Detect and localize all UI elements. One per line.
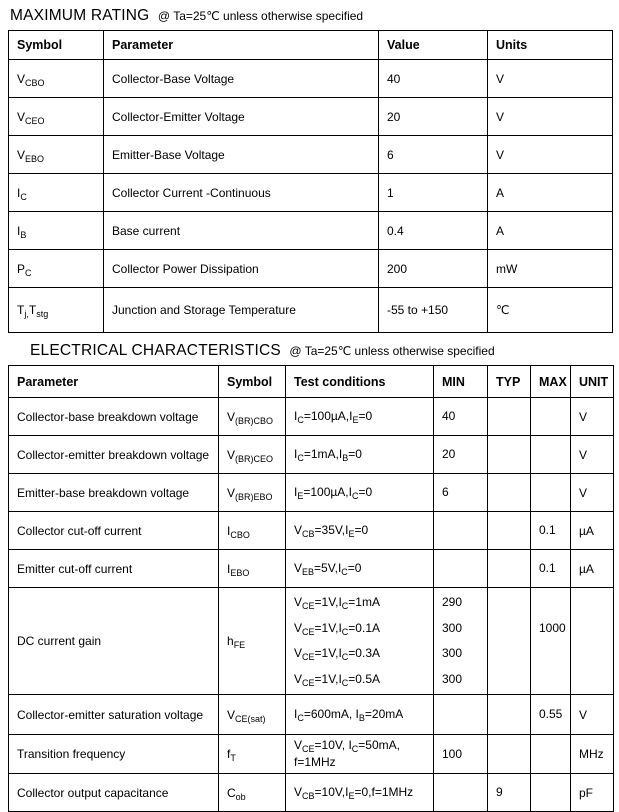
cell-test-conditions (286, 695, 434, 735)
cell-line: 100 (442, 746, 463, 761)
cell-line: 1000 (539, 620, 566, 635)
cell-parameter: Emitter-Base Voltage (104, 136, 379, 174)
electrical-characteristics-table-body (9, 398, 614, 812)
cell-parameter: Collector Power Dissipation (104, 250, 379, 288)
cell-line: 0.55 (539, 707, 563, 721)
electrical-characteristics-table-header (9, 366, 614, 398)
electrical-characteristics-subtitle: @ Ta=25℃ unless otherwise specified (289, 344, 495, 358)
cell-value: 6 (379, 136, 488, 174)
column-header-symbol: Symbol (9, 31, 104, 60)
datasheet-page (0, 7, 619, 807)
cell-units: A (488, 174, 613, 212)
cell-max (531, 735, 571, 774)
cell-max (531, 474, 571, 512)
cell-symbol: $C_{ob}$ (219, 774, 286, 812)
cell-test-conditions (286, 774, 434, 812)
column-header-units: Units (488, 31, 613, 60)
cell-unit: µA (571, 512, 614, 550)
cell-units: A (488, 212, 613, 250)
table-row (9, 212, 613, 250)
cell-value: 0.4 (379, 212, 488, 250)
cell-symbol: $f_T$ (219, 735, 286, 774)
cell-line: 6 (442, 485, 449, 499)
cell-parameter: Collector-emitter saturation voltage (9, 695, 219, 735)
cell-min (434, 398, 488, 436)
table-row (9, 174, 613, 212)
cell-line: $I_E=100\mu A,I_C=0$ (294, 485, 373, 501)
cell-line: f=1MHz (294, 755, 336, 769)
cell-typ (488, 398, 531, 436)
cell-line: $V_{CB}=10V,I_E=0,f=1MHz$ (294, 785, 414, 801)
cell-test-conditions (286, 474, 434, 512)
cell-value: 1 (379, 174, 488, 212)
cell-symbol: $V_{(BR)EBO}$ (219, 474, 286, 512)
cell-parameter: Emitter cut-off current (9, 550, 219, 588)
column-header-test-conditions: Test conditions (286, 366, 434, 398)
cell-symbol: $V_{CE(sat)}$ (219, 695, 286, 735)
cell-unit: pF (571, 774, 614, 812)
table-row (9, 735, 614, 774)
cell-typ (488, 512, 531, 550)
cell-line (539, 641, 562, 667)
maximum-rating-table-header (9, 31, 613, 60)
table-row (9, 512, 614, 550)
cell-line: $V_{CE}=1V,I_C=0.5A$ (294, 671, 380, 688)
cell-parameter: Emitter-base breakdown voltage (9, 474, 219, 512)
cell-test-conditions (286, 588, 434, 695)
cell-units: V (488, 136, 613, 174)
electrical-characteristics-table (8, 365, 614, 812)
table-row (9, 774, 614, 812)
cell-symbol: $V_{EBO}$ (9, 136, 104, 174)
cell-value: 20 (379, 98, 488, 136)
cell-line: 40 (442, 409, 456, 423)
table-row (9, 136, 613, 174)
maximum-rating-heading (10, 7, 619, 25)
cell-test-conditions (286, 735, 434, 774)
table-row (9, 250, 613, 288)
cell-parameter: Collector-Base Voltage (104, 60, 379, 98)
cell-value: -55 to +150 (379, 288, 488, 333)
cell-typ (488, 474, 531, 512)
cell-max (531, 695, 571, 735)
cell-line: $V_{CE}=1V,I_C=0.3A$ (294, 646, 380, 662)
cell-line: 0.1 (539, 523, 556, 537)
cell-value: 40 (379, 60, 488, 98)
cell-parameter: Collector-Emitter Voltage (104, 98, 379, 136)
cell-min (434, 474, 488, 512)
electrical-characteristics-heading (30, 342, 619, 360)
cell-units: V (488, 98, 613, 136)
cell-min (434, 695, 488, 735)
cell-parameter: Collector-emitter breakdown voltage (9, 436, 219, 474)
cell-min (434, 436, 488, 474)
column-header-typ: TYP (488, 366, 531, 398)
cell-max (531, 588, 571, 695)
cell-line: 20 (442, 447, 456, 461)
cell-line (539, 590, 562, 616)
cell-symbol: $V_{CEO}$ (9, 98, 104, 136)
cell-symbol: $I_{CBO}$ (219, 512, 286, 550)
cell-symbol: $V_{CBO}$ (9, 60, 104, 98)
cell-unit: V (571, 695, 614, 735)
cell-value: 200 (379, 250, 488, 288)
table-row (9, 398, 614, 436)
cell-typ (488, 774, 531, 812)
table-row (9, 588, 614, 695)
cell-parameter: DC current gain (9, 588, 219, 695)
cell-max (531, 436, 571, 474)
cell-units: ℃ (488, 288, 613, 333)
cell-symbol: $I_{EBO}$ (219, 550, 286, 588)
cell-line: $V_{CE}=1V,I_C=0.1A$ (294, 620, 380, 637)
cell-test-conditions (286, 398, 434, 436)
cell-parameter: Collector-base breakdown voltage (9, 398, 219, 436)
cell-line (539, 667, 562, 693)
column-header-unit: UNIT (571, 366, 614, 398)
cell-unit: V (571, 474, 614, 512)
column-header-symbol: Symbol (219, 366, 286, 398)
cell-min (434, 774, 488, 812)
cell-symbol: $P_C$ (9, 250, 104, 288)
column-header-parameter: Parameter (104, 31, 379, 60)
cell-symbol: $T_{j,}T_{stg}$ (9, 288, 104, 333)
cell-max (531, 550, 571, 588)
table-row (9, 550, 614, 588)
cell-parameter: Base current (104, 212, 379, 250)
cell-parameter: Collector Current -Continuous (104, 174, 379, 212)
cell-symbol: $V_{(BR)CEO}$ (219, 436, 286, 474)
cell-min (434, 735, 488, 774)
table-row (9, 288, 613, 333)
cell-symbol: $I_C$ (9, 174, 104, 212)
cell-min (434, 588, 488, 695)
maximum-rating-subtitle: @ Ta=25℃ unless otherwise specified (157, 9, 364, 23)
cell-line: $V_{EB}=5V,I_C=0$ (294, 561, 362, 577)
cell-test-conditions (286, 550, 434, 588)
cell-line: 290 (442, 595, 463, 609)
cell-line: 0.1 (539, 561, 556, 575)
cell-line: $I_C=1mA,I_B=0$ (294, 447, 362, 463)
cell-max (531, 398, 571, 436)
column-header-max: MAX (531, 366, 571, 398)
table-row (9, 98, 613, 136)
cell-parameter: Transition frequency (9, 735, 219, 774)
cell-unit: MHz (571, 735, 614, 774)
cell-line: 9 (496, 785, 503, 799)
cell-line: $I_C=100\mu A,I_E=0$ (294, 409, 373, 425)
table-row (9, 436, 614, 474)
cell-max (531, 512, 571, 550)
cell-unit: µA (571, 550, 614, 588)
cell-symbol: $h_{FE}$ (219, 588, 286, 695)
cell-unit: V (571, 398, 614, 436)
cell-parameter: Junction and Storage Temperature (104, 288, 379, 333)
cell-typ (488, 588, 531, 695)
cell-typ (488, 436, 531, 474)
column-header-value: Value (379, 31, 488, 60)
maximum-rating-title: MAXIMUM RATING (10, 7, 150, 24)
maximum-rating-table (8, 30, 613, 333)
cell-line: $V_{CE}=1V,I_C=1mA$ (294, 595, 380, 611)
column-header-min: MIN (434, 366, 488, 398)
cell-units: V (488, 60, 613, 98)
cell-symbol: $V_{(BR)CBO}$ (219, 398, 286, 436)
cell-parameter: Collector cut-off current (9, 512, 219, 550)
table-row (9, 695, 614, 735)
cell-typ (488, 695, 531, 735)
cell-line: 300 (442, 620, 463, 635)
cell-parameter: Collector output capacitance (9, 774, 219, 812)
maximum-rating-table-body (9, 60, 613, 333)
cell-typ (488, 735, 531, 774)
cell-test-conditions (286, 512, 434, 550)
cell-units: mW (488, 250, 613, 288)
cell-max (531, 774, 571, 812)
cell-unit: V (571, 436, 614, 474)
cell-min (434, 512, 488, 550)
electrical-characteristics-title: ELECTRICAL CHARACTERISTICS (30, 342, 281, 359)
table-row (9, 60, 613, 98)
column-header-parameter: Parameter (9, 366, 219, 398)
cell-symbol: $I_B$ (9, 212, 104, 250)
cell-line: 300 (442, 671, 463, 686)
table-row (9, 474, 614, 512)
cell-test-conditions (286, 436, 434, 474)
cell-line: $V_{CE}=10V$, $I_C=50mA$, (294, 738, 400, 754)
cell-typ (488, 550, 531, 588)
cell-line: $I_C=600mA$, $I_B=20mA$ (294, 707, 404, 723)
cell-line: $V_{CB}=35V,I_E=0$ (294, 523, 369, 539)
cell-unit (571, 588, 614, 695)
cell-line: 300 (442, 646, 463, 660)
cell-min (434, 550, 488, 588)
